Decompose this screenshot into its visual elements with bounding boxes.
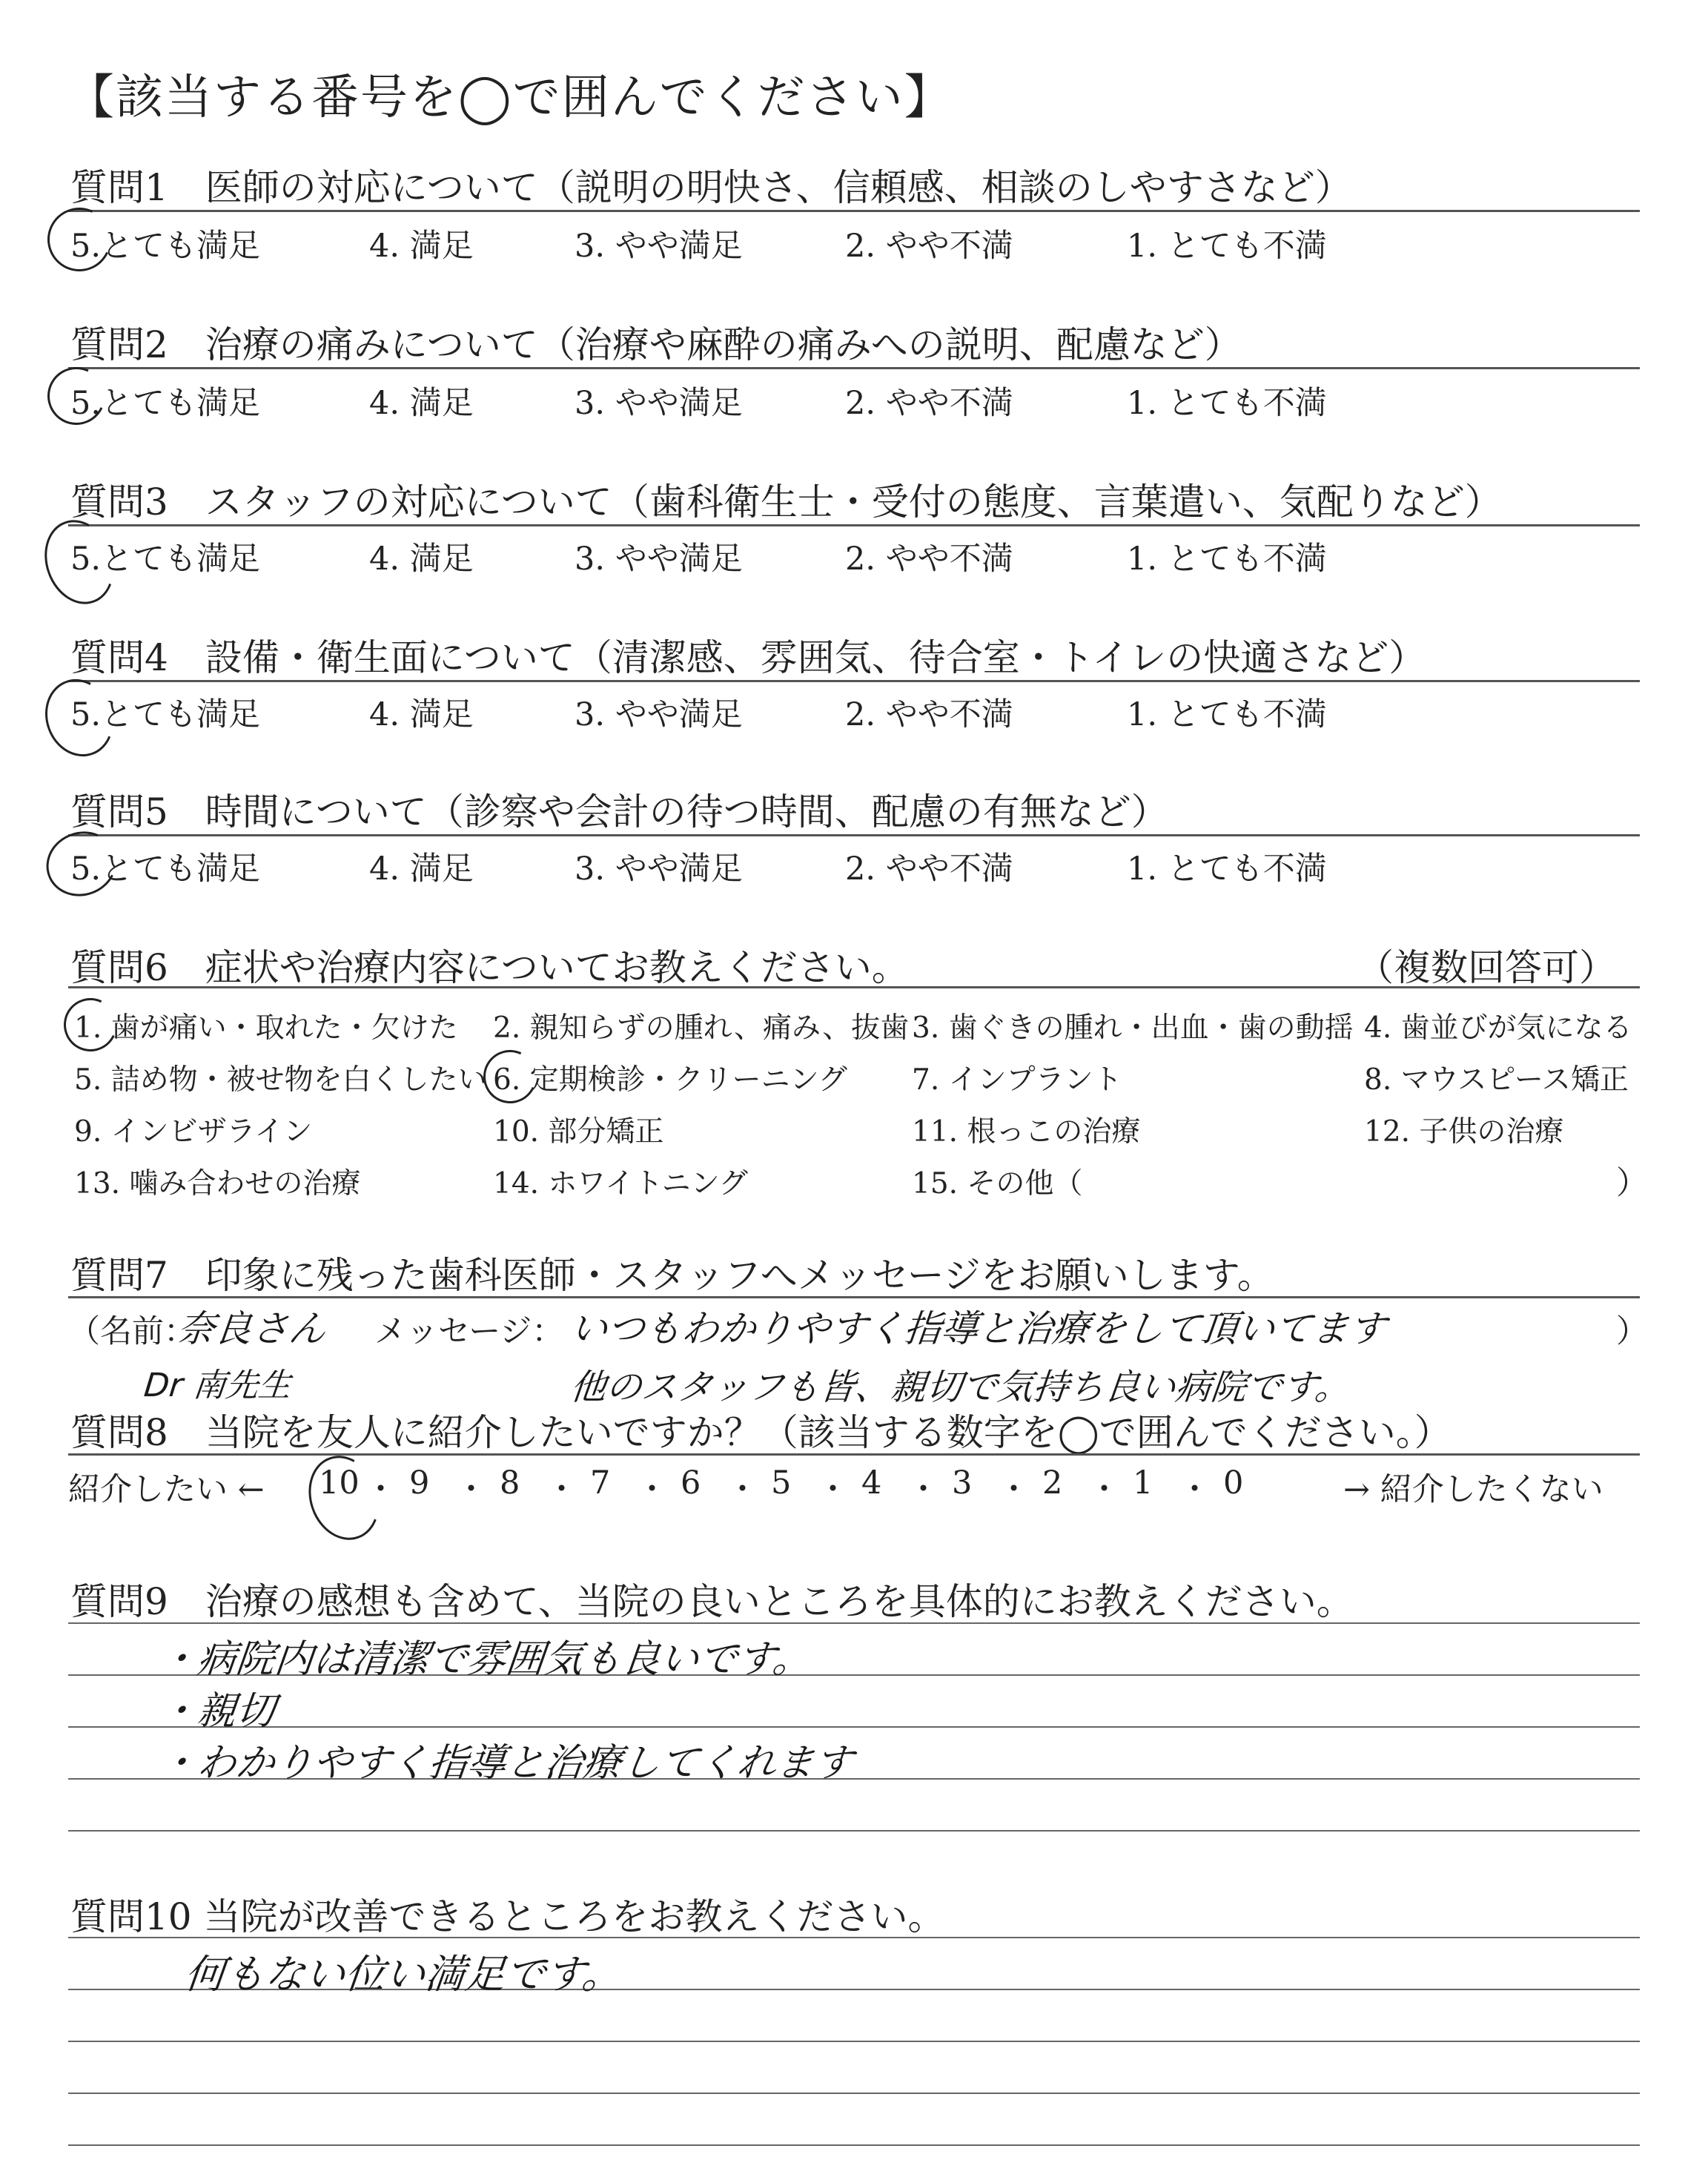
q6-item-15[interactable]: 15. その他（: [912, 1167, 1083, 1200]
q8-scale-separator: ・: [455, 1471, 487, 1508]
q6-item-11[interactable]: 11. 根っこの治療: [912, 1115, 1141, 1149]
q8-answer-circle: [297, 1446, 391, 1550]
q6-item-1[interactable]: 1. 歯が痛い・取れた・欠けた: [74, 1011, 458, 1045]
q8-scale-separator: ・: [726, 1471, 758, 1508]
q8-scale-option[interactable]: 7: [590, 1464, 611, 1502]
q6-title: 質問6 症状や治療内容についてお教えください。: [70, 946, 909, 989]
q5-opt4[interactable]: 4. 満足: [369, 851, 474, 888]
q8-scale-option[interactable]: 1: [1133, 1464, 1153, 1502]
q7-rule: [68, 1296, 1640, 1298]
q10-line-5: [68, 2144, 1640, 2146]
q8-scale-option[interactable]: 0: [1223, 1464, 1244, 1502]
q2-opt3[interactable]: 3. やや満足: [575, 385, 743, 422]
q7-name-label: （名前：: [68, 1313, 196, 1350]
q9-answer-1: ・病院内は清潔で雰囲気も良いです。: [156, 1637, 814, 1682]
q7-close-paren: ）: [1616, 1313, 1648, 1350]
q1-opt5[interactable]: 5.とても満足: [70, 228, 261, 265]
q4-title: 質問4 設備・衛生面について（清潔感、雰囲気、待合室・トイレの快適さなど）: [70, 636, 1426, 679]
q10-line-3: [68, 2041, 1640, 2042]
q6-item-9[interactable]: 9. インビザライン: [74, 1115, 313, 1149]
q8-scale-option[interactable]: 6: [681, 1464, 701, 1502]
q3-opt3[interactable]: 3. やや満足: [575, 541, 743, 578]
q5-rule: [68, 834, 1640, 836]
q3-title: 質問3 スタッフの対応について（歯科衛生士・受付の態度、言葉遣い、気配りなど）: [70, 480, 1502, 524]
q8-scale-separator: ・: [1088, 1471, 1120, 1508]
q5-opt2[interactable]: 2. やや不満: [845, 851, 1013, 888]
q10-answer: 何もない位い満足です。: [182, 1951, 625, 1998]
q6-item-3[interactable]: 3. 歯ぐきの腫れ・出血・歯の動揺: [912, 1011, 1354, 1045]
q2-rule: [68, 367, 1640, 369]
q5-opt5[interactable]: 5.とても満足: [70, 851, 261, 888]
q9-line-3: [68, 1726, 1640, 1728]
q8-scale-option[interactable]: 8: [500, 1464, 520, 1502]
q1-opt3[interactable]: 3. やや満足: [575, 228, 743, 265]
q8-scale-option[interactable]: 5: [771, 1464, 792, 1502]
q7-name-handwritten-2: Dr 南先生: [142, 1367, 294, 1404]
q4-rule: [68, 680, 1640, 682]
q8-scale-separator: ・: [998, 1471, 1030, 1508]
q8-scale-separator: ・: [817, 1471, 849, 1508]
q3-opt4[interactable]: 4. 満足: [369, 541, 474, 578]
q8-rule: [68, 1453, 1640, 1456]
q8-scale-option[interactable]: 9: [409, 1464, 430, 1502]
q2-opt1[interactable]: 1. とても不満: [1127, 385, 1327, 422]
q1-title: 質問1 医師の対応について（説明の明快さ、信頼感、相談のしやすさなど）: [70, 166, 1352, 209]
q7-message-handwritten-1: いつもわかりやすく指導と治療をして頂いてます: [568, 1307, 1388, 1350]
q4-opt4[interactable]: 4. 満足: [369, 696, 474, 733]
q6-item-4[interactable]: 4. 歯並びが気になる: [1364, 1011, 1632, 1045]
q6-item-7[interactable]: 7. インプラント: [912, 1063, 1122, 1097]
q1-opt1[interactable]: 1. とても不満: [1127, 228, 1327, 265]
q6-answer-circle-1: [56, 991, 125, 1059]
q7-title: 質問7 印象に残った歯科医師・スタッフへメッセージをお願いします。: [70, 1254, 1274, 1297]
q8-left-label: 紹介したい ←: [68, 1471, 265, 1508]
q9-line-1: [68, 1622, 1640, 1624]
q5-title: 質問5 時間について（診察や会計の待つ時間、配慮の有無など）: [70, 790, 1168, 833]
q8-scale-separator: ・: [546, 1471, 577, 1508]
q7-message-label: メッセージ：: [374, 1313, 564, 1350]
q8-scale-option[interactable]: 2: [1042, 1464, 1063, 1502]
q5-opt3[interactable]: 3. やや満足: [575, 851, 743, 888]
q5-opt1[interactable]: 1. とても不満: [1127, 851, 1327, 888]
q3-opt1[interactable]: 1. とても不満: [1127, 541, 1327, 578]
q6-other-close-paren: ）: [1616, 1165, 1648, 1202]
q6-rule: [68, 986, 1640, 988]
q8-title: 質問8 当院を友人に紹介したいですか？（該当する数字を◯で囲んでください。）: [70, 1411, 1452, 1454]
q9-title: 質問9 治療の感想も含めて、当院の良いところを具体的にお教えください。: [70, 1580, 1354, 1623]
q6-item-14[interactable]: 14. ホワイトニング: [493, 1167, 748, 1200]
q8-right-label: → 紹介したくない: [1343, 1471, 1603, 1508]
q8-scale-separator: ・: [636, 1471, 668, 1508]
q2-opt2[interactable]: 2. やや不満: [845, 385, 1013, 422]
form-header: 【該当する番号を◯で囲んでください】: [67, 70, 953, 125]
q8-scale-separator: ・: [365, 1471, 397, 1508]
q10-title: 質問10 当院が改善できるところをお教えください。: [70, 1895, 945, 1938]
q8-scale-separator: ・: [907, 1471, 939, 1508]
q2-title: 質問2 治療の痛みについて（治療や麻酔の痛みへの説明、配慮など）: [70, 323, 1242, 366]
q1-rule: [68, 210, 1640, 212]
q8-scale-separator: ・: [1179, 1471, 1211, 1508]
q8-scale-option[interactable]: 3: [952, 1464, 973, 1502]
q6-note: （複数回答可）: [1357, 946, 1616, 989]
q6-item-13[interactable]: 13. 噛み合わせの治療: [74, 1167, 361, 1200]
q6-item-5[interactable]: 5. 詰め物・被せ物を白くしたい: [74, 1063, 487, 1097]
q4-opt3[interactable]: 3. やや満足: [575, 696, 743, 733]
q1-opt2[interactable]: 2. やや不満: [845, 228, 1013, 265]
q6-item-2[interactable]: 2. 親知らずの腫れ、痛み、抜歯: [493, 1011, 910, 1045]
q9-answer-3: ・わかりやすく指導と治療してくれます: [156, 1741, 855, 1786]
q9-line-5: [68, 1830, 1640, 1832]
q3-opt2[interactable]: 2. やや不満: [845, 541, 1013, 578]
q4-answer-circle: [35, 670, 125, 766]
q9-answer-2: ・親切: [156, 1689, 277, 1734]
q6-answer-circle-6: [476, 1043, 544, 1111]
q4-opt1[interactable]: 1. とても不満: [1127, 696, 1327, 733]
q7-message-handwritten-2: 他のスタッフも皆、親切で気持ち良い病院です。: [568, 1367, 1353, 1408]
q6-item-12[interactable]: 12. 子供の治療: [1364, 1115, 1564, 1149]
q3-rule: [68, 524, 1640, 526]
q6-item-6[interactable]: 6. 定期検診・クリーニング: [493, 1063, 847, 1097]
q6-item-10[interactable]: 10. 部分矯正: [493, 1115, 664, 1149]
q4-opt5[interactable]: 5.とても満足: [70, 696, 261, 733]
q2-opt5[interactable]: 5.とても満足: [70, 385, 261, 422]
q10-line-1: [68, 1937, 1640, 1938]
q1-opt4[interactable]: 4. 満足: [369, 228, 474, 265]
q2-opt4[interactable]: 4. 満足: [369, 385, 474, 422]
q8-scale-option[interactable]: 10: [319, 1464, 360, 1502]
q8-scale-option[interactable]: 4: [861, 1464, 882, 1502]
q6-item-8[interactable]: 8. マウスピース矯正: [1364, 1063, 1629, 1097]
q7-name-handwritten-1: 奈良さん: [175, 1307, 328, 1350]
q4-opt2[interactable]: 2. やや不満: [845, 696, 1013, 733]
q3-opt5[interactable]: 5.とても満足: [70, 541, 261, 578]
q10-line-4: [68, 2093, 1640, 2094]
